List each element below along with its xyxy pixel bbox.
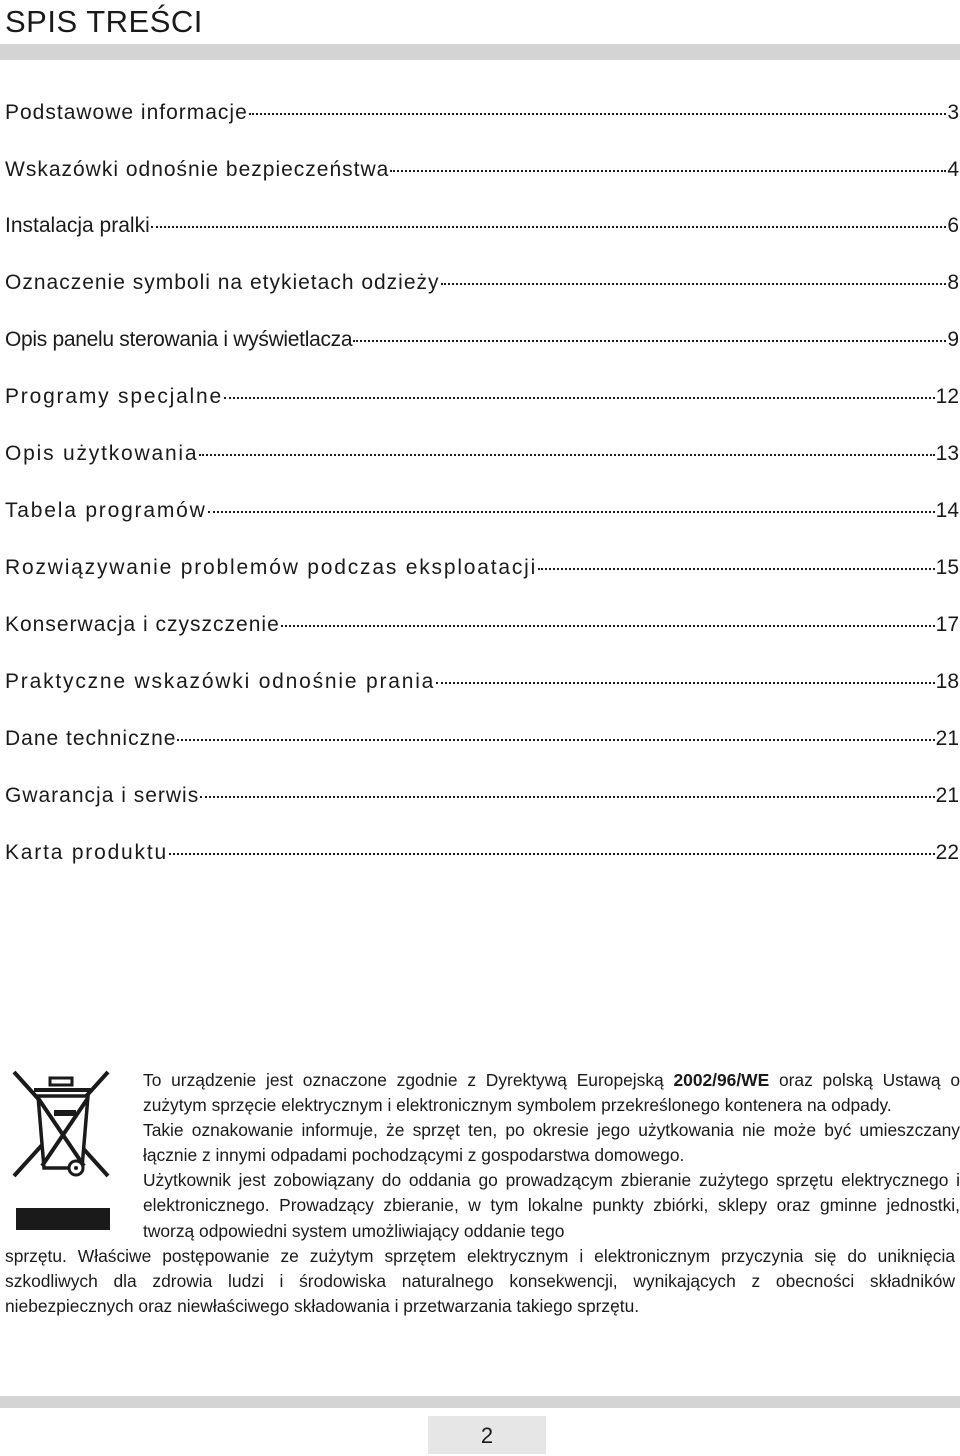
toc-leader-dots — [353, 319, 946, 342]
toc-item-label: Opis panelu sterowania i wyświetlacza — [5, 328, 353, 351]
notice-text-part: oraz polską Ustawą o zużytym sprzęcie elektrycznym i elektronicznym symbolem przekreślonego kontenera na odpady. — [143, 1070, 960, 1116]
toc-item[interactable] — [5, 836, 959, 876]
title-divider-bar — [0, 44, 960, 60]
weee-notice — [0, 1068, 960, 1319]
weee-user-obligation-paragraph: Użytkownik jest zobowiązany do oddania go prowadzącym zbieranie zużytego sprzętu elektrycznego i elektronicznego. Prowadzący zbieranie, w tym lokalne punkty zbiórki, sklepy oraz gminne jednostki, tworzą odpowiedni system umożliwiający oddanie tego — [143, 1170, 960, 1241]
weee-directive-paragraph — [0, 1068, 960, 1118]
toc-item[interactable] — [5, 96, 959, 136]
toc-leader-dots — [177, 718, 934, 741]
toc-item-label: Rozwiązywanie problemów podczas eksploatacji — [5, 556, 538, 579]
toc-item-label: Dane techniczne — [5, 727, 177, 750]
toc-item[interactable] — [5, 323, 959, 363]
directive-number: 2002/96/WE — [673, 1070, 770, 1090]
toc-item[interactable] — [5, 722, 959, 762]
toc-item-page: 9 — [947, 328, 959, 351]
toc-leader-dots — [249, 92, 947, 115]
toc-leader-dots — [281, 604, 935, 627]
page-number: 2 — [428, 1416, 546, 1454]
toc-item[interactable] — [5, 380, 959, 420]
toc-item-label: Wskazówki odnośnie bezpieczeństwa — [5, 158, 390, 181]
toc-item-page: 6 — [947, 214, 959, 237]
toc-item-label: Opis użytkowania — [5, 442, 199, 465]
toc-item[interactable] — [5, 551, 959, 591]
weee-consequences-paragraph: sprzętu. Właściwe postępowanie ze zużytym sprzętem elektrycznym i elektronicznym przyczynia się do uniknięcia szkodliwych dla zdrowia ludzi i środowiska naturalnego konsekwencji, wynikających z obecności składników niebezpiecznych oraz niewłaściwego składowania i przetwarzania takiego sprzętu. — [5, 1245, 955, 1316]
weee-marking-paragraph: Takie oznakowanie informuje, że sprzęt ten, po okresie jego użytkowania nie może być umieszczany łącznie z innymi odpadami pochodzącymi z gospodarstwa domowego. — [143, 1120, 960, 1166]
toc-item-label: Programy specjalne — [5, 385, 223, 408]
toc-item-label: Podstawowe informacje — [5, 101, 248, 124]
toc-item[interactable] — [5, 608, 959, 648]
toc-item[interactable] — [5, 437, 959, 477]
toc-leader-dots — [538, 547, 935, 570]
toc-item-label: Instalacja pralki — [5, 214, 150, 237]
toc-item-page: 21 — [935, 727, 959, 750]
toc-item-page: 22 — [935, 841, 959, 864]
page-title: SPIS TREŚCI — [5, 4, 203, 39]
notice-text-part: To urządzenie jest oznaczone zgodnie z Dyrektywą Europejską — [143, 1070, 674, 1090]
toc-item[interactable] — [5, 209, 959, 249]
toc-item[interactable] — [5, 665, 959, 705]
toc-leader-dots — [436, 661, 934, 684]
toc-item-page: 18 — [935, 670, 959, 693]
toc-leader-dots — [224, 376, 935, 399]
toc-item[interactable] — [5, 779, 959, 819]
footer-divider-bar — [0, 1396, 960, 1408]
toc-leader-dots — [441, 262, 947, 285]
toc-item-page: 15 — [935, 556, 959, 579]
toc-leader-dots — [390, 149, 946, 172]
toc-item[interactable] — [5, 494, 959, 534]
toc-leader-dots — [151, 205, 947, 228]
toc-leader-dots — [200, 775, 934, 798]
toc-item-page: 3 — [947, 101, 959, 124]
toc-item-page: 8 — [947, 271, 959, 294]
toc-leader-dots — [208, 490, 935, 513]
toc-item-page: 12 — [935, 385, 959, 408]
toc-item-label: Gwarancja i serwis — [5, 784, 200, 807]
toc-item-label: Karta produktu — [5, 841, 168, 864]
toc-item[interactable] — [5, 153, 959, 193]
toc-item-label: Konserwacja i czyszczenie — [5, 613, 280, 636]
toc-leader-dots — [169, 832, 935, 855]
toc-item-page: 17 — [935, 613, 959, 636]
toc-item-page: 21 — [935, 784, 959, 807]
toc-leader-dots — [199, 433, 934, 456]
toc-item-page: 13 — [935, 442, 959, 465]
toc-item-label: Oznaczenie symboli na etykietach odzieży — [5, 271, 440, 294]
toc-item[interactable] — [5, 266, 959, 306]
toc-item-label: Tabela programów — [5, 499, 207, 522]
toc-item-label: Praktyczne wskazówki odnośnie prania — [5, 670, 436, 693]
toc-item-page: 4 — [947, 158, 959, 181]
toc-item-page: 14 — [935, 499, 959, 522]
